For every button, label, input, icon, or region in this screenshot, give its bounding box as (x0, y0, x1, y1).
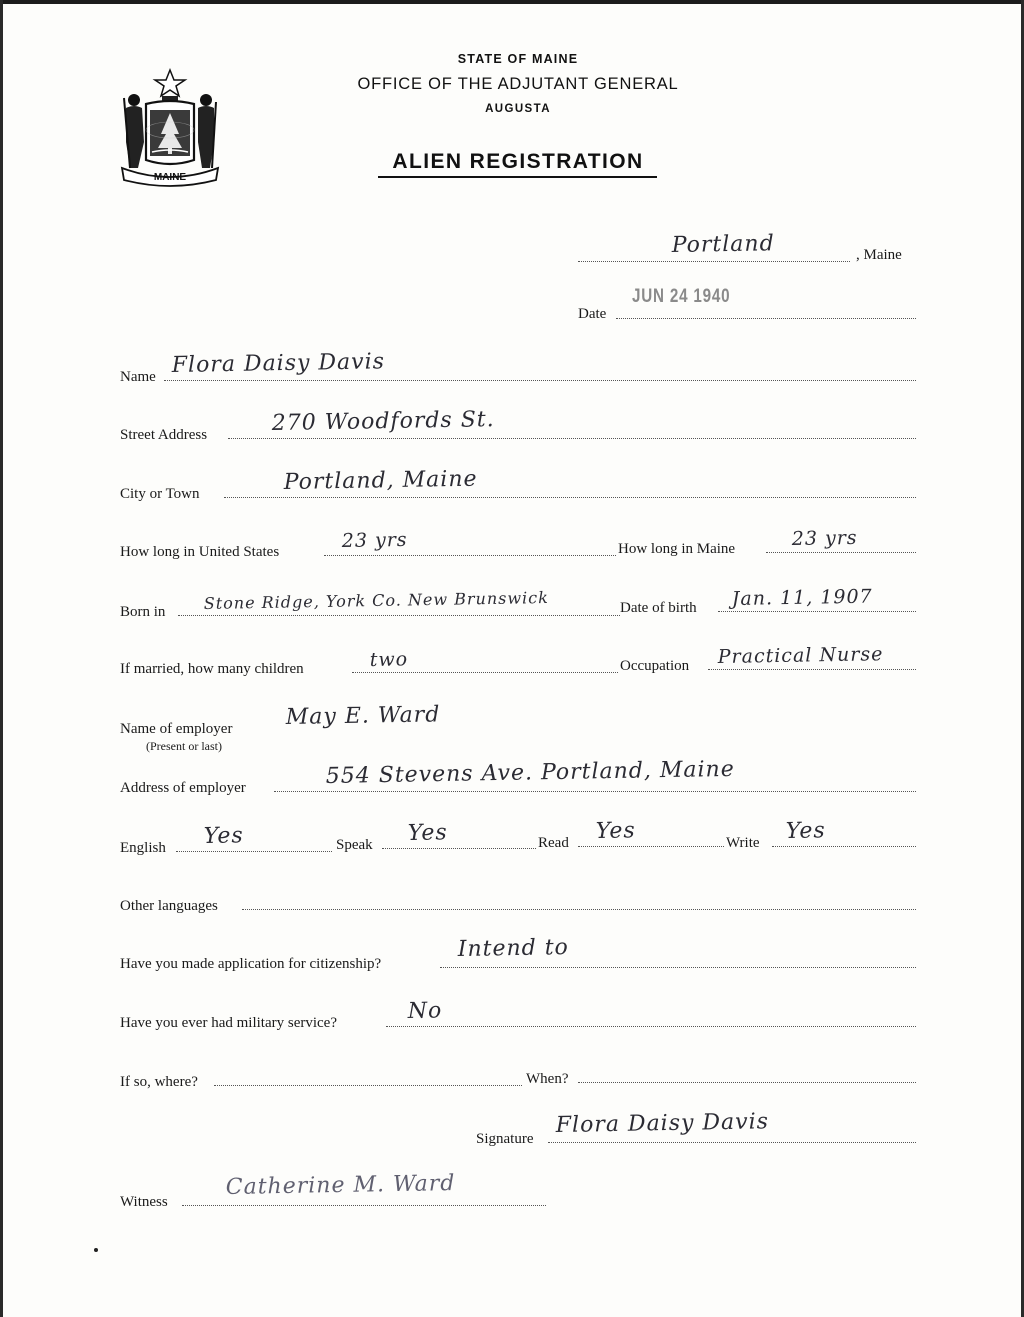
occupation-line (708, 669, 916, 670)
citizenship-label: Have you made application for citizenship? (120, 956, 382, 972)
read-label: Read (538, 835, 569, 851)
speak-line (382, 848, 536, 849)
top-scan-border (0, 0, 1024, 4)
witness-line (182, 1205, 546, 1206)
street-address-line (228, 438, 916, 439)
military-line (386, 1026, 916, 1027)
military-label: Have you ever had military service? (120, 1015, 337, 1031)
left-scan-border (0, 0, 3, 1317)
employer-address-line (274, 791, 916, 792)
where-label: If so, where? (120, 1074, 198, 1090)
date-line (616, 318, 916, 319)
date-of-birth-line (718, 611, 916, 612)
read-line (578, 846, 724, 847)
occupation-value[interactable]: Practical Nurse (717, 643, 884, 669)
signature-value[interactable]: Flora Daisy Davis (555, 1109, 770, 1138)
location-value[interactable]: Portland (671, 231, 775, 258)
date-of-birth-label: Date of birth (620, 600, 697, 616)
street-address-value[interactable]: 270 Woodfords St. (271, 407, 495, 436)
city-line (224, 497, 916, 498)
location-suffix: , Maine (856, 247, 902, 263)
date-of-birth-value[interactable]: Jan. 11, 1907 (731, 585, 873, 611)
street-address-label: Street Address (120, 427, 208, 443)
employer-name-sublabel: (Present or last) (146, 739, 222, 753)
employer-address-value[interactable]: 554 Stevens Ave. Portland, Maine (325, 756, 735, 789)
children-label: If married, how many children (120, 661, 304, 677)
name-line (164, 380, 916, 381)
write-value[interactable]: Yes (785, 818, 826, 844)
write-line (772, 846, 916, 847)
speak-label: Speak (336, 837, 373, 853)
title-underline (378, 176, 657, 178)
employer-name-value[interactable]: May E. Ward (285, 702, 441, 730)
citizenship-value[interactable]: Intend to (457, 935, 570, 962)
how-long-us-line (324, 555, 616, 556)
date-label: Date (578, 306, 607, 322)
speak-value[interactable]: Yes (407, 820, 448, 846)
other-languages-label: Other languages (120, 898, 218, 914)
when-label: When? (526, 1071, 569, 1087)
born-in-label: Born in (120, 604, 166, 620)
signature-line (548, 1142, 916, 1143)
write-label: Write (726, 835, 760, 851)
born-in-value[interactable]: Stone Ridge, York Co. New Brunswick (203, 587, 550, 614)
english-line (176, 851, 332, 852)
city-label: City or Town (120, 486, 200, 502)
employer-name-label: Name of employer (120, 721, 233, 737)
children-line (352, 672, 618, 673)
employer-address-label: Address of employer (120, 780, 246, 796)
name-value[interactable]: Flora Daisy Davis (171, 349, 386, 378)
how-long-us-label: How long in United States (120, 544, 280, 560)
read-value[interactable]: Yes (595, 818, 636, 844)
military-value[interactable]: No (407, 998, 443, 1024)
english-label: English (120, 840, 166, 856)
location-line (578, 261, 850, 262)
state-heading: STATE OF MAINE (457, 52, 579, 66)
office-heading: OFFICE OF THE ADJUTANT GENERAL (357, 75, 679, 93)
witness-label: Witness (120, 1194, 168, 1210)
english-value[interactable]: Yes (203, 823, 244, 849)
when-line (578, 1082, 916, 1083)
how-long-maine-label: How long in Maine (618, 541, 736, 557)
seal-banner-text: MAINE (153, 172, 187, 183)
how-long-maine-value[interactable]: 23 yrs (791, 526, 858, 551)
how-long-us-value[interactable]: 23 yrs (341, 528, 408, 553)
witness-value[interactable]: Catherine M. Ward (225, 1170, 456, 1200)
date-stamp: JUN 24 1940 (632, 286, 731, 307)
name-label: Name (120, 369, 156, 385)
city-heading: AUGUSTA (485, 103, 551, 115)
city-value[interactable]: Portland, Maine (283, 466, 478, 495)
occupation-label: Occupation (620, 658, 690, 674)
how-long-maine-line (766, 552, 916, 553)
form-title: ALIEN REGISTRATION (392, 150, 644, 173)
other-languages-line (242, 909, 916, 910)
paper-speck (94, 1248, 98, 1252)
signature-label: Signature (476, 1131, 534, 1147)
citizenship-line (440, 967, 916, 968)
where-line (214, 1085, 522, 1086)
children-value[interactable]: two (369, 648, 409, 672)
